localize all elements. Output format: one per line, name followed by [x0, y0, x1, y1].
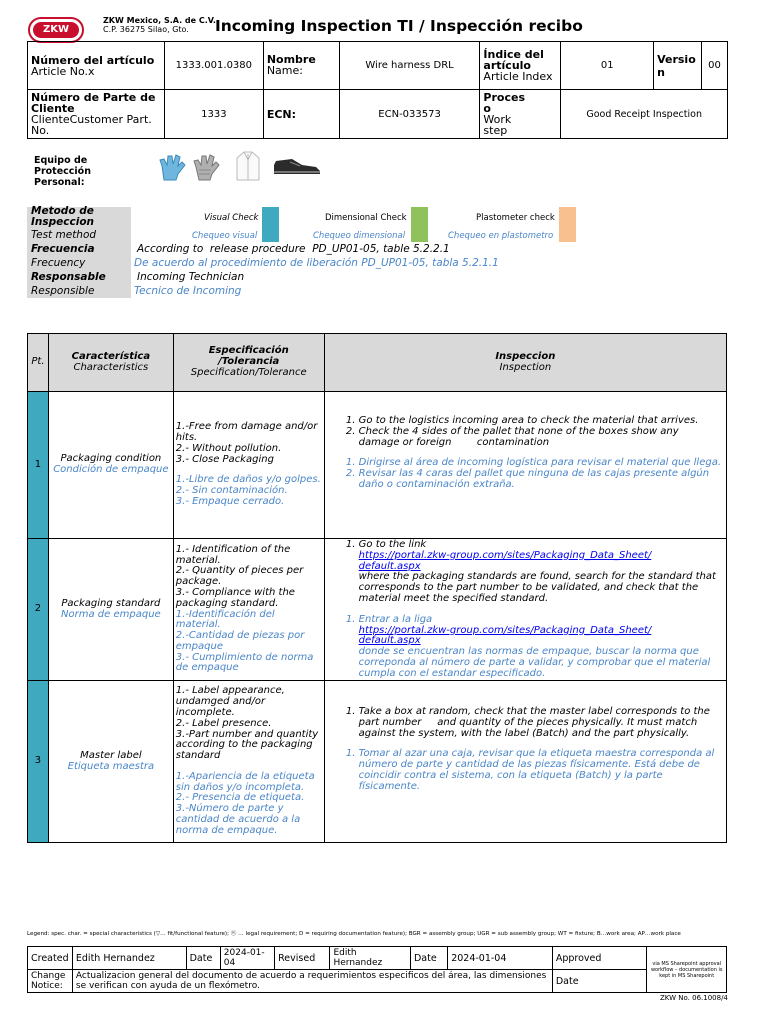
zkw-logo: ZKW: [28, 17, 84, 43]
created-value: Edith Hernandez: [72, 947, 186, 970]
spec-item: 3.- Close Packaging: [175, 453, 274, 465]
spec-item: 1.- Identification of the material.: [175, 543, 291, 566]
inspection-step-detail-es: donde se encuentran las normas de empaque, buscar la norma que correponda al número de parte a validar, y comprobar que el material cumpla con el estandar especificado.: [358, 646, 711, 679]
spec-item-es: 1.-Apariencia de la etiqueta sin daños y/o incompleta.: [175, 770, 315, 793]
inspection-step: 1. Take a box at random, check that the master label corresponds to the part number and quantity of the pieces physically. It must match against the system, with the label (Batch) and the part physically.: [359, 707, 722, 739]
version-label: Version: [654, 42, 702, 90]
company-address: C.P. 36275 Silao, Gto.: [103, 25, 189, 34]
inspection-step-detail: where the packaging standards are found, search for the standard that corresponds to the part number to be validated, and check that the material meet the specified standard.: [358, 571, 716, 604]
row-number: 3: [28, 681, 49, 843]
link-text[interactable]: default.aspx: [358, 635, 421, 647]
doc-number: ZKW No. 06.1008/4: [660, 994, 728, 1002]
table-row: [28, 681, 727, 843]
dimensional-check-label: Dimensional Check: [325, 213, 407, 223]
version-value: 00: [701, 42, 727, 90]
company-info: [103, 16, 216, 34]
index-value: 01: [561, 42, 654, 90]
inspection-step-es: 1. Dirigirse al área de incoming logística para revisar el material que llega.: [359, 458, 722, 469]
sharepoint-note: via MS Sharepoint approval workflow – documentation is kept in MS Sharepoint: [647, 947, 727, 993]
visual-check-label-es: Chequeo visual: [192, 231, 258, 241]
visual-check-label: Visual Check: [204, 213, 259, 223]
link-text[interactable]: default.aspx: [358, 560, 421, 572]
ecn-label: ECN:: [263, 90, 339, 139]
inspection-step: Go to the link: [358, 539, 427, 550]
page-title: Incoming Inspection TI / Inspección recibo: [215, 17, 583, 35]
inspection-step-es: 2. Revisar las 4 caras del pallet que ninguna de las cajas presente algún daño o contaminación extraña.: [359, 469, 722, 491]
frequency-value-es: De acuerdo al procedimiento de liberación PD_UP01-05, tabla 5.2.1.1: [134, 257, 499, 269]
spec-item-es: 3.- Cumplimiento de norma de empaque: [175, 651, 314, 674]
characteristic: Packaging standard: [61, 597, 161, 609]
plastometer-check-label-es: Chequeo en plastometro: [448, 231, 554, 241]
name-label-en: Name:: [266, 64, 303, 77]
spec-item: 2.- Quantity of pieces per package.: [175, 565, 304, 588]
packaging-sheet-link-es[interactable]: [359, 625, 652, 647]
created-date-label: Date: [186, 947, 220, 970]
responsible-label: Responsable: [31, 271, 106, 283]
plastometer-check-swatch: [559, 207, 576, 242]
created-date: 2024-01-04: [220, 947, 274, 970]
company-name: ZKW Mexico, S.A. de C.V.: [103, 16, 216, 25]
row-number: 2: [28, 539, 49, 681]
row-number: 1: [28, 392, 49, 539]
characteristic: Master label: [80, 749, 142, 761]
spec-item: 1.-Free from damage and/or hits.: [175, 421, 318, 443]
revised-label: Revised: [275, 947, 330, 970]
pt-header: Pt.: [28, 334, 49, 392]
inspection-step-es: Entrar a la liga: [358, 613, 433, 625]
spec-item: 2.- Label presence.: [175, 717, 272, 729]
article-no-label: Número del artículo: [31, 53, 155, 67]
article-no-label-en: Article No.x: [31, 64, 95, 78]
name-label: Nombre: [266, 53, 316, 66]
visual-check-swatch: [262, 207, 279, 242]
article-header-table: [27, 41, 728, 139]
characteristic-es: Norma de empaque: [61, 608, 161, 620]
spec-item: 2.- Without pollution.: [175, 442, 282, 454]
spec-item: 1.- Label appearance, undamged and/or incomplete.: [175, 685, 285, 718]
spec-item-es: 3.-Número de parte y cantidad de acuerdo a la norma de empaque.: [175, 803, 301, 836]
method-label-en: Test method: [31, 229, 97, 241]
approved-date-label: Date: [552, 970, 647, 993]
revised-date-label: Date: [410, 947, 447, 970]
name-value: Wire harness DRL: [339, 42, 480, 90]
created-label: Created: [28, 947, 73, 970]
characteristic-es: Etiqueta maestra: [67, 760, 155, 772]
link-text[interactable]: https://portal.zkw-group.com/sites/Packaging_Data_Sheet/: [358, 624, 652, 636]
insp-header-en: Inspection: [499, 361, 552, 373]
insp-header: Inspeccion: [495, 350, 556, 362]
spec-item-es: 3.- Empaque cerrado.: [175, 495, 285, 507]
client-part-value: 1333: [164, 90, 263, 139]
revised-value: Edith Hernandez: [330, 947, 411, 970]
inspection-step: 1. Go to the logistics incoming area to check the material that arrives.: [359, 416, 722, 427]
plastometer-check-label: Plastometer check: [476, 213, 555, 223]
dimensional-check-swatch: [411, 207, 428, 242]
spec-header-en: Specification/Tolerance: [190, 366, 307, 378]
footer-table: [27, 946, 727, 993]
responsible-value: Incoming Technician: [137, 271, 245, 283]
gloves-icon: [158, 152, 186, 182]
client-part-label-en: ClienteCustomer Part. No.: [31, 113, 152, 137]
spec-item-es: 1.-Libre de daños y/o golpes.: [175, 474, 321, 486]
approved-label: Approved: [552, 947, 647, 970]
characteristic: Packaging condition: [60, 453, 162, 465]
index-label: Índice del artículo: [483, 48, 544, 72]
spec-item-es: 2.- Sin contaminación.: [175, 485, 288, 497]
safety-shoe-icon: [272, 153, 322, 177]
legend: Legend: spec. char. = special characteristics (▽… fit/functional feature); ⓦ … legal requirement; D = requiring documentation feature); BGR = assembly group; UGR = sub assembly group; WT = fixture; B…work area; AP…work place: [27, 931, 681, 937]
client-part-label: Número de Parte de Cliente: [31, 91, 156, 115]
spec-item: 3.- Compliance with the packaging standard.: [175, 586, 295, 609]
table-row: [28, 539, 727, 681]
spec-header: Especificación /Tolerancia: [208, 345, 289, 368]
characteristic-es: Condición de empaque: [53, 464, 169, 475]
ecn-value: ECN-033573: [339, 90, 480, 139]
revised-date: 2024-01-04: [448, 947, 553, 970]
change-notice-label: Change Notice:: [28, 970, 73, 993]
inspection-step-es: 1. Tomar al azar una caja, revisar que la etiqueta maestra corresponda al número de parte y cantidad de las piezas físicamente. Está debe de coincidir contra el sistema, con la etiqueta (Batch) y la parte físicamente.: [359, 749, 722, 792]
inspection-table: [27, 333, 727, 843]
process-label-en: Work step: [483, 113, 512, 137]
frequency-label-en: Frecuency: [31, 257, 86, 269]
responsible-label-en: Responsible: [31, 285, 95, 297]
inspection-step: 2. Check the 4 sides of the pallet that none of the boxes show any damage or foreign contamination: [359, 427, 722, 449]
char-header-en: Characteristics: [73, 361, 149, 373]
spec-item-es: 2.-Cantidad de piezas por empaque: [175, 630, 305, 652]
spec-item: 3.-Part number and quantity according to the packaging standard: [175, 728, 319, 762]
lab-coat-icon: [235, 150, 261, 184]
spec-item-es: 1.-Identificación del material.: [175, 608, 275, 631]
article-no-value: 1333.001.0380: [164, 42, 263, 90]
responsible-value-es: Tecnico de Incoming: [134, 285, 242, 297]
link-text[interactable]: https://portal.zkw-group.com/sites/Packaging_Data_Sheet/: [358, 549, 652, 561]
ppe-label: Equipo de Protección Personal:: [34, 155, 91, 188]
spec-item-es: 2.- Presencia de etiqueta.: [175, 792, 305, 804]
method-label: Metodo de Inspeccion: [31, 205, 95, 228]
cut-gloves-icon: [193, 152, 221, 182]
frequency-label: Frecuencia: [31, 243, 95, 255]
change-notice-value: Actualizacion general del documento de acuerdo a requerimientos especificos del área, las dimensiones se verifican con ayuda de un flexómetro.: [72, 970, 552, 993]
index-label-en: Article Index: [483, 70, 553, 83]
table-row: [28, 392, 727, 539]
process-value: Good Receipt Inspection: [561, 90, 728, 139]
frequency-value: According to release procedure PD_UP01-05, table 5.2.2.1: [137, 243, 450, 255]
process-label: Proceso: [483, 91, 525, 115]
dimensional-check-label-es: Chequeo dimensional: [313, 231, 406, 241]
packaging-sheet-link[interactable]: [359, 550, 652, 572]
char-header: Característica: [71, 350, 151, 362]
